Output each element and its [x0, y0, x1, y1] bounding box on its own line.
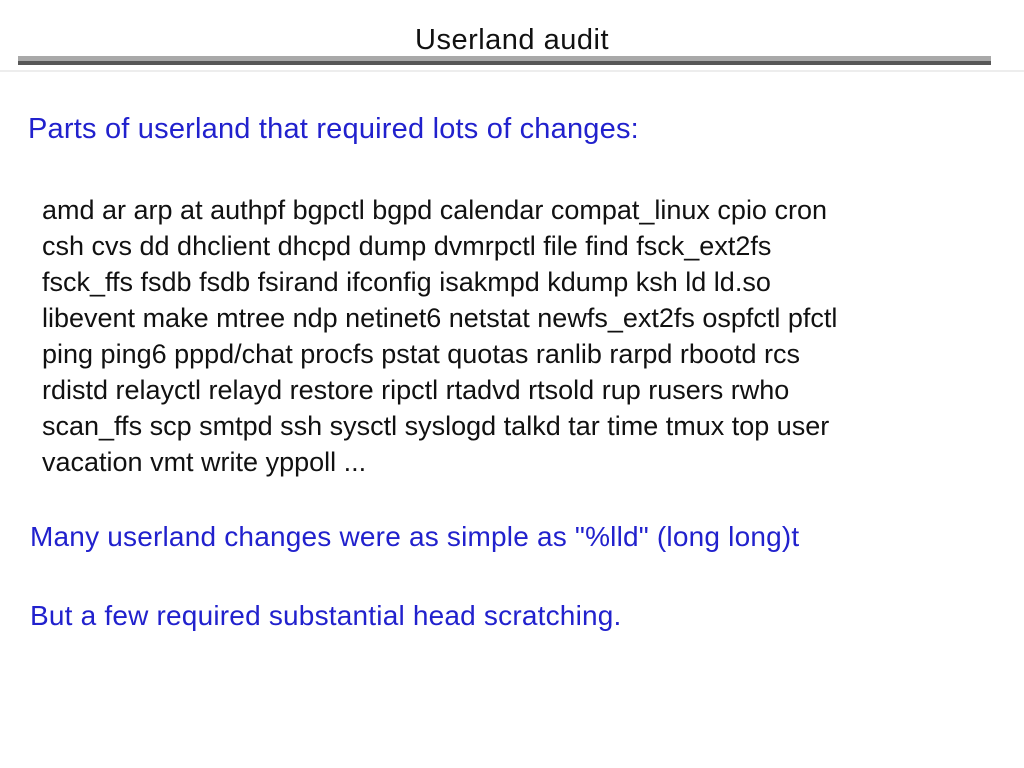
program-list-line: ping ping6 pppd/chat procfs pstat quotas ranlib rarpd rbootd rcs: [42, 339, 800, 369]
program-list-line: csh cvs dd dhclient dhcpd dump dvmrpctl file find fsck_ext2fs: [42, 231, 772, 261]
program-list-line: scan_ffs scp smtpd ssh sysctl syslogd talkd tar time tmux top user: [42, 411, 830, 441]
note-simple-changes: Many userland changes were as simple as "%lld" (long long)t: [30, 521, 800, 552]
program-list-line: vacation vmt write yppoll ...: [42, 447, 367, 477]
program-list-line: rdistd relayctl relayd restore ripctl rtadvd rtsold rup rusers rwho: [42, 375, 790, 405]
title-divider-bottom: [18, 61, 991, 65]
note-head-scratching: But a few required substantial head scratching.: [30, 600, 622, 631]
program-list-line: amd ar arp at authpf bgpctl bgpd calendar compat_linux cpio cron: [42, 195, 827, 225]
program-list-line: libevent make mtree ndp netinet6 netstat newfs_ext2fs ospfctl pfctl: [42, 303, 838, 333]
program-list: [42, 192, 837, 480]
title-divider-shadow: [0, 70, 1024, 72]
slide-title: Userland audit: [415, 24, 609, 56]
program-list-line: fsck_ffs fsdb fsdb fsirand ifconfig isakmpd kdump ksh ld ld.so: [42, 267, 771, 297]
section-heading: Parts of userland that required lots of changes:: [28, 113, 639, 145]
